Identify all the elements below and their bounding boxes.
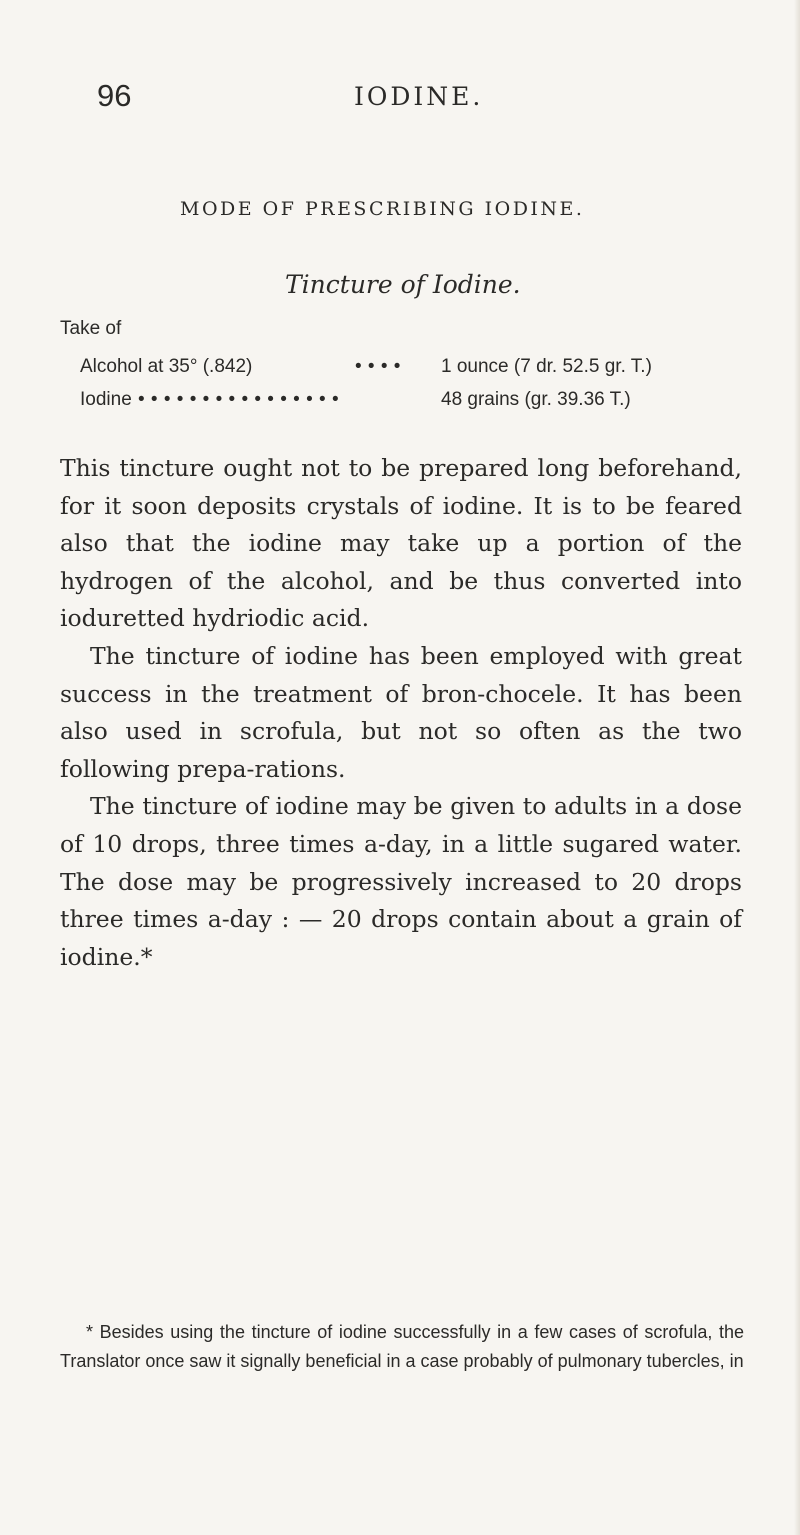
paragraph: This tincture ought not to be prepared long beforehand, for it soon deposits crystals of iodine. It is to be feared also that the iodine may take up a portion of the hydrogen of the alcohol, and be thus converted into ioduretted hydriodic acid. — [60, 454, 742, 633]
ingredient-amount: 48 grains (gr. 39.36 T.) — [441, 389, 631, 410]
running-title: IODINE. — [354, 82, 484, 111]
footnote — [60, 1318, 744, 1376]
page-number: 96 — [97, 78, 132, 113]
recipe-title: Tincture of Iodine. — [285, 270, 521, 299]
footnote-text: * Besides using the tincture of iodine successfully in a few cases of scrofula, the Translator once saw it signally beneficial in a case probably of pulmonary tubercles, in — [60, 1322, 744, 1371]
recipe-intro: Take of — [60, 318, 122, 339]
dot-leader: • • • • — [355, 356, 401, 377]
ingredient-name: Alcohol at 35° (.842) — [80, 356, 253, 377]
ingredient-amount: 1 ounce (7 dr. 52.5 gr. T.) — [441, 356, 652, 377]
ingredient-row — [60, 356, 720, 384]
running-head — [97, 78, 697, 114]
ingredient-name: Iodine — [80, 389, 132, 410]
section-heading: MODE OF PRESCRIBING IODINE. — [180, 198, 585, 220]
body-text — [60, 450, 742, 976]
dot-leader: • • • • • • • • • • • • • • • • — [138, 389, 340, 410]
ingredient-row — [60, 389, 720, 417]
paragraph: The tincture of iodine has been employed with great success in the treatment of bron-chocele. It has been also used in scrofula, but not so often as the two following prepa-rations. — [60, 641, 742, 783]
page-edge-shadow — [794, 0, 800, 1535]
paragraph: The tincture of iodine may be given to adults in a dose of 10 drops, three times a-day, in a little sugared water. The dose may be progressively increased to 20 drops three times a-day : — 20 drops contain about a grain of iodine.* — [60, 792, 742, 971]
